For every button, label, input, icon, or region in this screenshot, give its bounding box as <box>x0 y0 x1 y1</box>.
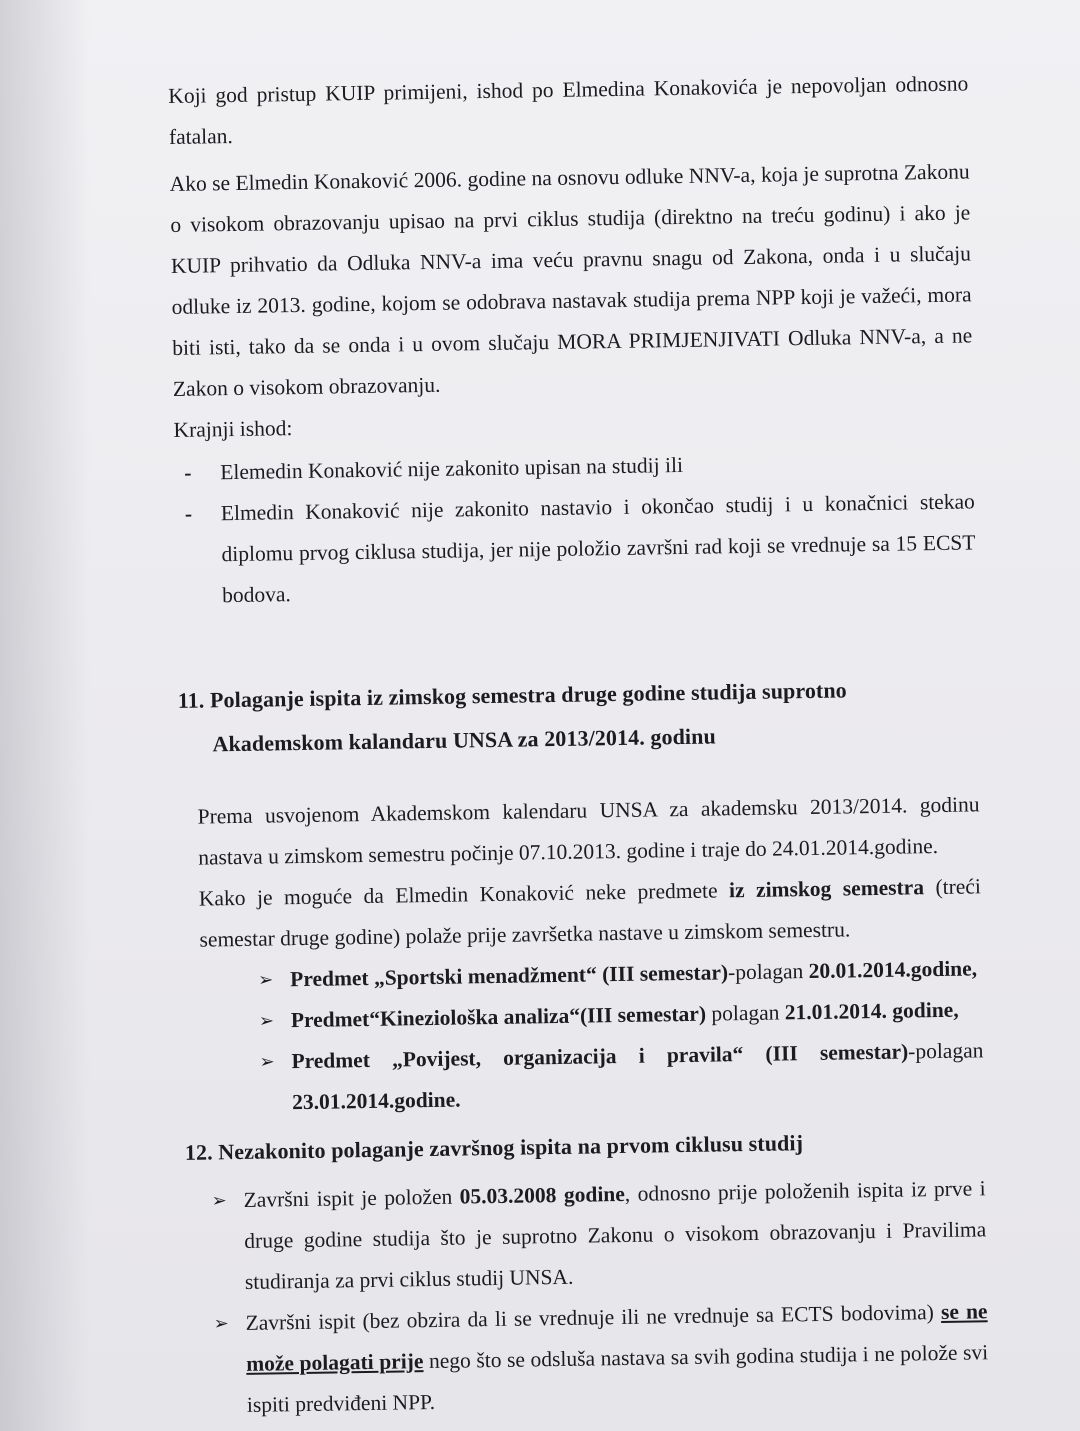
exam-date: 23.01.2014.godine. <box>291 1087 461 1115</box>
document-body <box>168 63 989 1426</box>
list-item <box>175 481 977 617</box>
arrow-bullet-icon: ➢ <box>258 1010 275 1031</box>
intro-paragraph-3: Krajnji ishod: <box>173 416 293 442</box>
dash-bullet: - <box>184 460 192 485</box>
text-run: Završni ispit je položen <box>243 1184 460 1212</box>
exam-list <box>200 948 984 1124</box>
text-run: -polagan <box>727 959 809 985</box>
section-12-heading: 12. Nezakonito polaganje završnog ispita na prvom ciklusu studij <box>184 1130 804 1165</box>
list-item <box>201 1030 984 1124</box>
text-run-underlined: se ne može polagati prije <box>246 1299 988 1376</box>
text-run: Kako je moguće da Elmedin Konaković neke predmete <box>198 878 730 911</box>
text-run: (treći semestar druge godine) polaže prije završetka nastave u zimskom semestru. <box>199 874 982 952</box>
text-run: Završni ispit (bez obzira da li se vrednuje ili ne vrednuje sa ECTS bodovima) <box>245 1300 942 1335</box>
list-item <box>185 1168 987 1304</box>
text-run: -polagan <box>908 1038 984 1064</box>
list-item-text: Elemedin Konaković nije zakonito upisan na studij ili <box>220 452 684 485</box>
section-11-body <box>179 784 984 1125</box>
final-exam-list <box>185 1168 989 1427</box>
course-name: Predmet“Kineziološka analiza“(III semestar) <box>290 1001 707 1033</box>
text-run: polagan <box>705 1000 786 1026</box>
section-11-paragraph-1: Prema usvojenom Akademskom kalendaru UNSA za akademsku 2013/2014. godinu nastava u zimskom semestru počinje 07.10.2013. godine i traje do 24.01.2014.godine. <box>197 792 980 870</box>
exam-date: 20.01.2014.godine, <box>808 956 978 984</box>
text-run: , odnosno prije položenih ispita iz prve i druge godine studija što je suprotno Zakonu o visokom obrazovanju i Pravilima studiranja za prvi ciklus studij UNSA. <box>244 1176 987 1294</box>
text-run-bold: iz zimskog semestra <box>728 875 925 903</box>
list-item-text: Elmedin Konaković nije zakonito nastavio i okončao studij i u konačnici stekao diplomu prvog ciklusa studija, jer nije položio završni rad koji se vrednuje sa 15 ECST bodova. <box>220 489 976 608</box>
course-name: Predmet „Povijest, organizacija i pravila“ (III semestar) <box>291 1039 909 1074</box>
arrow-bullet-icon: ➢ <box>259 1051 275 1072</box>
section-11-paragraph-2 <box>199 866 982 960</box>
intro-paragraph-1: Koji god pristup KUIP primijeni, ishod po Elmedina Konakovića je nepovoljan odnosno fatalan. <box>168 71 969 149</box>
arrow-bullet-icon: ➢ <box>258 969 274 990</box>
exam-date: 05.03.2008 godine <box>459 1181 625 1209</box>
intro-paragraph-2: Ako se Elmedin Konaković 2006. godine na osnovu odluke NNV-a, koja je suprotna Zakonu o visokom obrazovanju upisao na prvi ciklus studija (direktno na treću godinu) i ako je KUIP prihvatio da Odluka NNV-a ima veću pravnu snagu od Zakona, onda i u slučaju odluke iz 2013. godine, kojom se odobrava nastavak studija prema NPP koji je važeći, mora biti isti, tako da se onda i u ovom slučaju MORA PRIMJENJIVATI Odluka NNV-a, a ne Zakon o visokom obrazovanju. <box>169 159 973 401</box>
dash-bullet: - <box>184 501 193 526</box>
arrow-bullet-icon: ➢ <box>213 1313 229 1334</box>
page-shadow <box>0 0 90 1431</box>
section-11-heading: 11. Polaganje ispita iz zimskog semestra druge godine studija suprotno Akademskom kalandaru UNSA za 2013/2014. godinu <box>177 677 847 757</box>
list-item <box>187 1291 989 1427</box>
text-run: nego što se odsluša nastava sa svih godina studija i ne polože svi ispiti predviđeni NPP. <box>246 1340 989 1417</box>
exam-date: 21.01.2014. godine, <box>784 997 959 1025</box>
outcome-list <box>174 440 976 617</box>
arrow-bullet-icon: ➢ <box>211 1190 227 1211</box>
course-name: Predmet „Sportski menadžment“ (III semestar) <box>290 960 729 992</box>
